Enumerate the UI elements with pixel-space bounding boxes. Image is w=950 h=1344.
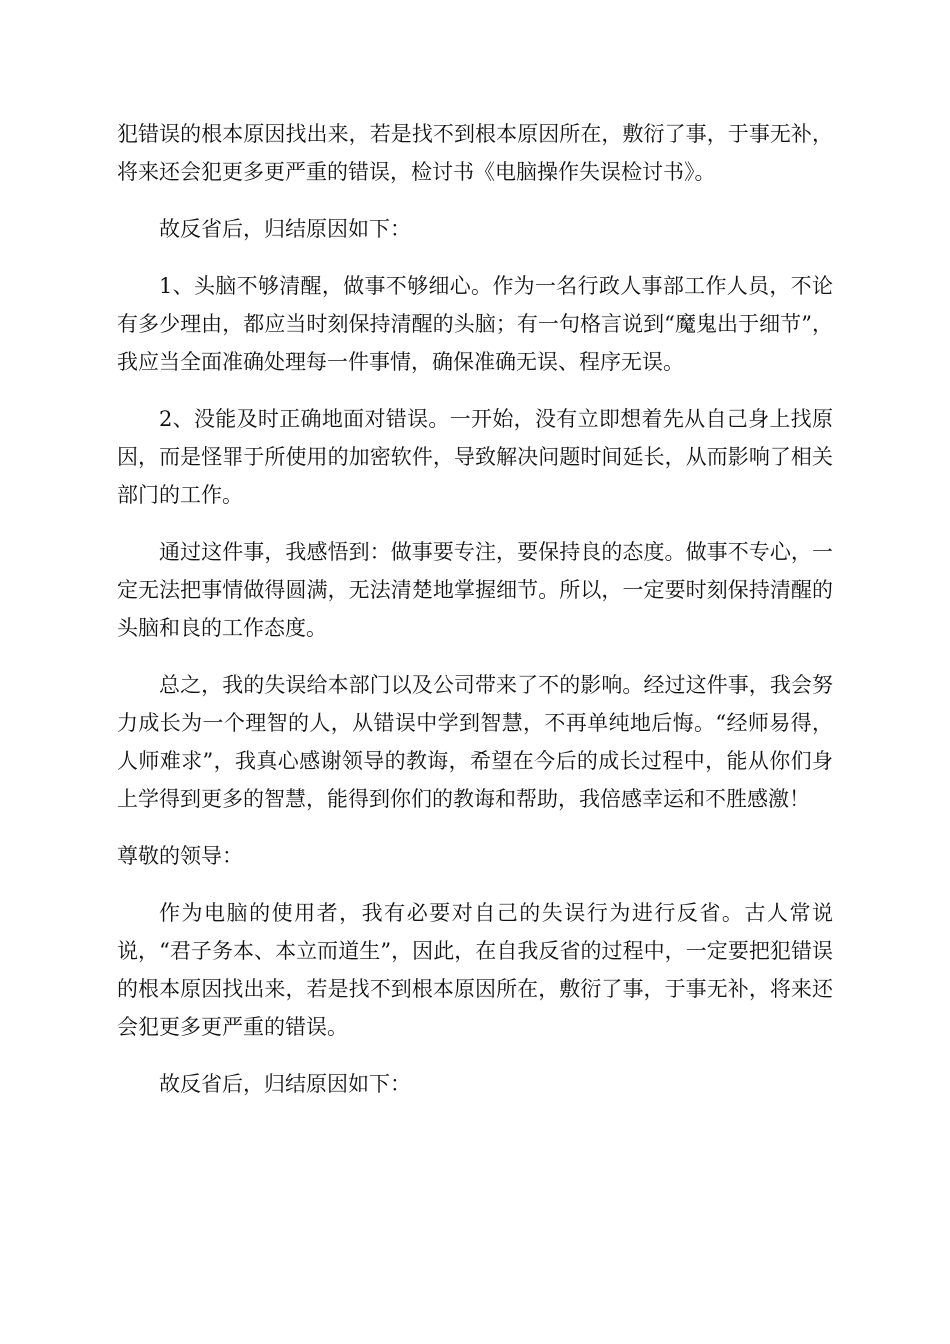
paragraph-3: 1、头脑不够清醒，做事不够细心。作为一名行政人事部工作人员，不论有多少理由，都应当时刻保持清醒的头脑；有一句格言说到“魔鬼出于细节”，我应当全面准确处理每一件事情，确保准确无误、程序无误。 (117, 274, 833, 374)
paragraph-2: 故反省后，归结原因如下： (159, 217, 411, 241)
paragraph-4: 2、没能及时正确地面对错误。一开始，没有立即想着先从自己身上找原因，而是怪罪于所使用的加密软件，导致解决问题时间延长，从而影响了相关部门的工作。 (117, 407, 833, 507)
paragraph-9: 故反省后，归结原因如下： (159, 1072, 411, 1096)
paragraph-5: 通过这件事，我感悟到：做事要专注，要保持良的态度。做事不专心，一定无法把事情做得圆满，无法清楚地掌握细节。所以，一定要时刻保持清醒的头脑和良的工作态度。 (117, 540, 833, 640)
salutation: 尊敬的领导： (117, 844, 243, 868)
paragraph-8: 作为电脑的使用者，我有必要对自己的失误行为进行反省。古人常说说，“君子务本、本立而道生”，因此，在自我反省的过程中，一定要把犯错误的根本原因找出来，若是找不到根本原因所在，敷衍了事，于事无补，将来还会犯更多更严重的错误。 (117, 901, 833, 1039)
paragraph-6: 总之，我的失误给本部门以及公司带来了不的影响。经过这件事，我会努力成长为一个理智的人，从错误中学到智慧，不再单纯地后悔。“经师易得，人师难求”，我真心感谢领导的教诲，希望在今后的成长过程中，能从你们身上学得到更多的智慧，能得到你们的教诲和帮助，我倍感幸运和不胜感激！ (117, 673, 833, 811)
document-body (117, 115, 833, 1103)
paragraph-1: 犯错误的根本原因找出来，若是找不到根本原因所在，敷衍了事，于事无补，将来还会犯更多更严重的错误，检讨书《电脑操作失误检讨书》。 (117, 122, 833, 184)
